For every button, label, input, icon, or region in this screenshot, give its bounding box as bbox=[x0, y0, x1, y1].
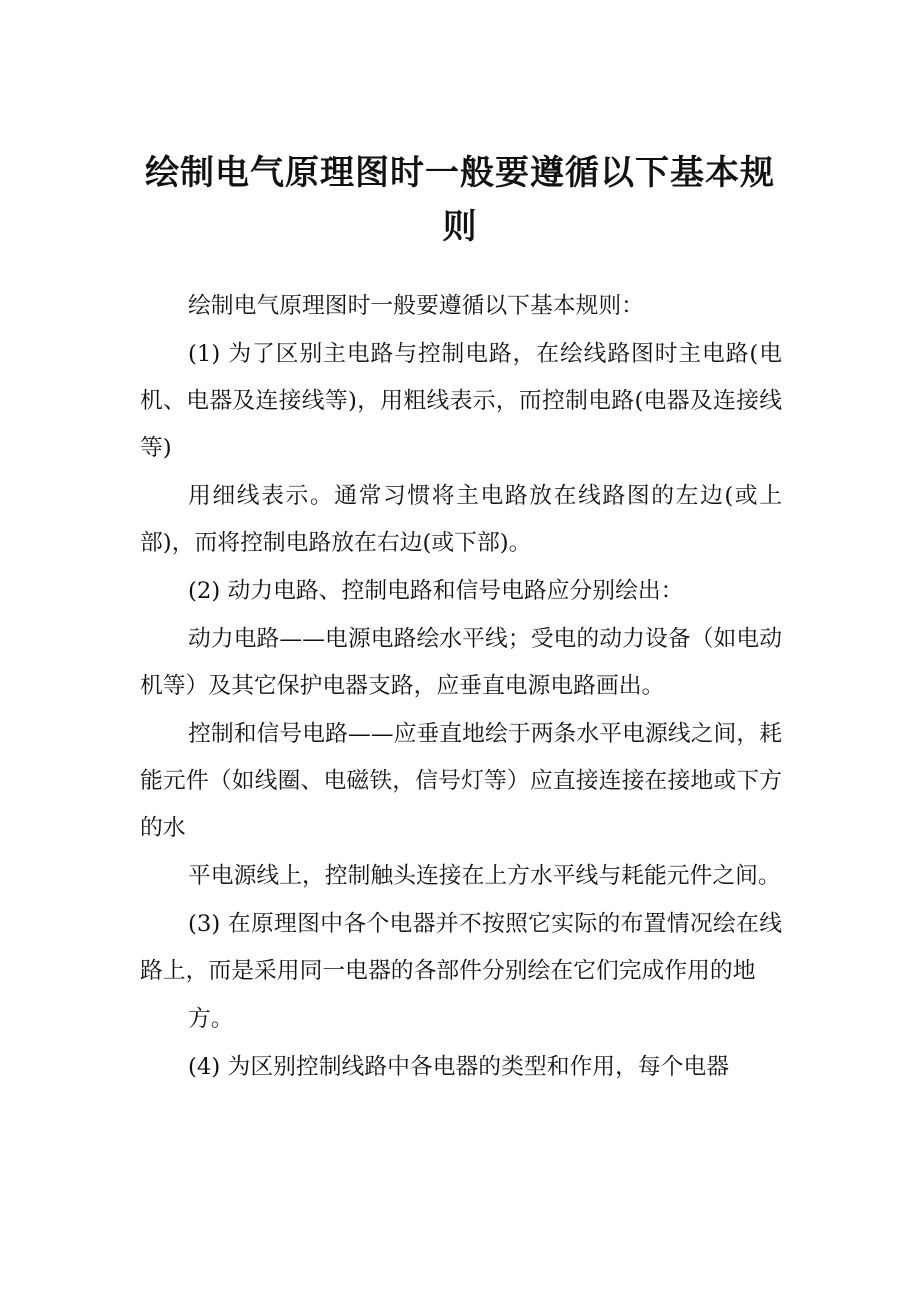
paragraph-rule-4: (4) 为区别控制线路中各电器的类型和作用，每个电器 bbox=[188, 1054, 730, 1080]
paragraph-control-circuit: 控制和信号电路——应垂直地绘于两条水平电源线之间，耗能元件（如线圈、电磁铁，信号灯等）应直接连接在接地或下方的水 bbox=[140, 721, 782, 841]
paragraph-control-circuit-cont: 平电源线上，控制触头连接在上方水平线与耗能元件之间。 bbox=[188, 863, 781, 889]
paragraph-power-circuit: 动力电路——电源电路绘水平线；受电的动力设备（如电动机等）及其它保护电器支路，应垂直电源电路画出。 bbox=[140, 626, 782, 699]
paragraph-intro: 绘制电气原理图时一般要遵循以下基本规则： bbox=[188, 293, 644, 319]
paragraph-rule-2: (2) 动力电路、控制电路和信号电路应分别绘出： bbox=[188, 578, 684, 604]
paragraph-rule-1-cont: 用细线表示。通常习惯将主电路放在线路图的左边(或上部)，而将控制电路放在右边(或下部)。 bbox=[140, 483, 782, 556]
document-body bbox=[140, 283, 782, 1092]
paragraph-rule-1: (1) 为了区别主电路与控制电路，在绘线路图时主电路(电机、电器及连接线等)，用粗线表示，而控制电路(电器及连接线等) bbox=[140, 341, 782, 461]
paragraph-rule-3: (3) 在原理图中各个电器并不按照它实际的布置情况绘在线路上，而是采用同一电器的各部件分别绘在它们完成作用的地 bbox=[140, 911, 782, 984]
document-title: 绘制电气原理图时一般要遵循以下基本规则 bbox=[145, 153, 775, 247]
paragraph-rule-3-cont: 方。 bbox=[188, 1006, 234, 1032]
